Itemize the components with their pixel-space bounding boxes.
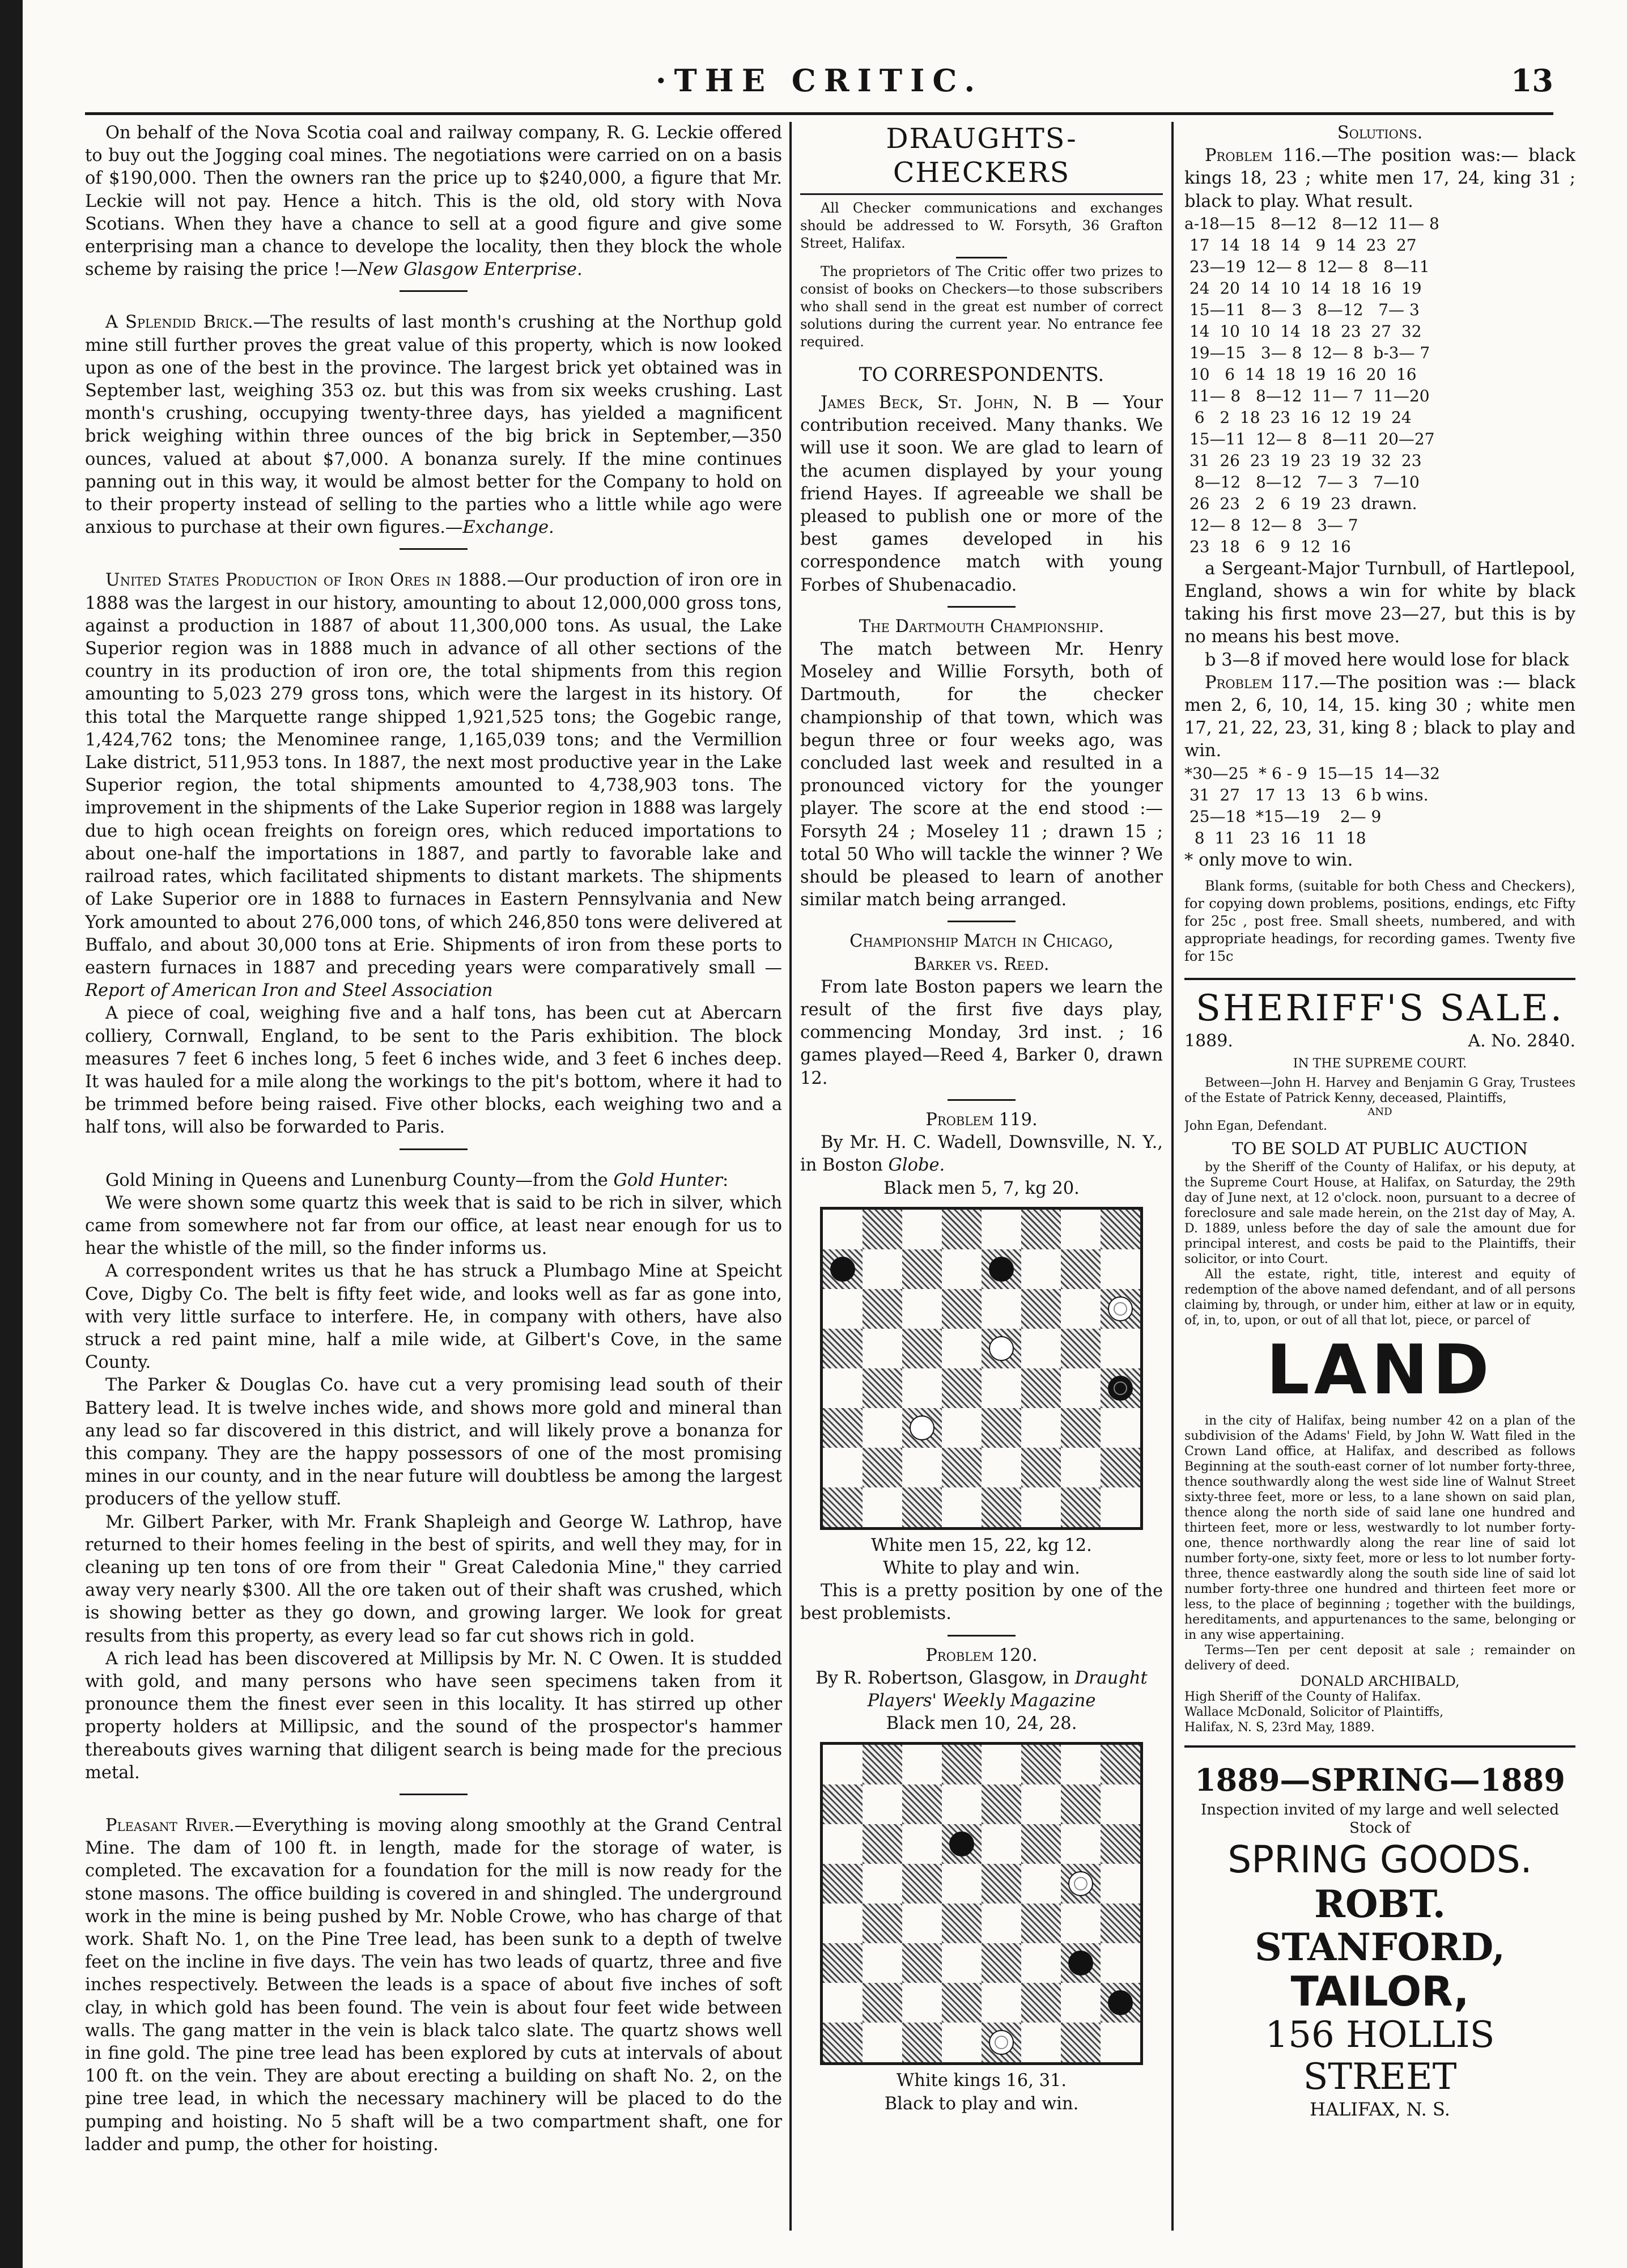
black-man-piece: [830, 1257, 855, 1282]
board-square: [823, 1784, 863, 1824]
problem-116-note-b: b 3—8 if moved here would lose for black: [1205, 650, 1569, 670]
board-square: [1021, 1983, 1061, 2023]
page-number: 13: [1510, 62, 1553, 99]
board-square: [942, 1249, 982, 1289]
column-mining-news: [85, 122, 782, 2214]
board-square: [823, 1745, 863, 1784]
column-solutions-ads: [1184, 122, 1575, 2231]
board-square: [863, 1745, 902, 1784]
black-man-piece: [1068, 1951, 1093, 1976]
board-square: [823, 1368, 863, 1408]
spring-header: 1889—SPRING—1889: [1195, 1762, 1565, 1799]
board-square: [942, 1329, 982, 1368]
ad-rule: [1184, 978, 1575, 980]
estate-description: All the estate, right, title, interest and equity of redemption of the above named defendant, and of all persons claiming by, through, or under him, either at law or in equity, of, in, to, upon, or out of all that lot, piece, or parcel of: [1184, 1267, 1575, 1328]
column-divider: [1171, 122, 1174, 2231]
board-square: [1061, 1904, 1101, 1943]
board-square: [823, 1864, 863, 1904]
board-square: [863, 1487, 902, 1527]
board-square: [1021, 1824, 1061, 1864]
board-square: [902, 1448, 942, 1487]
board-square: [982, 1448, 1021, 1487]
problem-120-byline: By R. Robertson, Glasgow, in Draught Players' Weekly Magazine: [815, 1668, 1148, 1711]
board-square: [902, 1329, 942, 1368]
board-square: [1061, 1745, 1101, 1784]
problem-119-byline: By Mr. H. C. Wadell, Downsville, N. Y., in Boston Globe.: [800, 1133, 1163, 1176]
problem-116-text: Problem 116.—The position was:— black kings 18, 23 ; white men 17, 24, king 31 ; black to play. What result.: [1184, 146, 1575, 211]
board-square: [1021, 1210, 1061, 1249]
dartmouth-heading: The Dartmouth Championship.: [859, 616, 1105, 637]
board-square: [823, 1824, 863, 1864]
board-square: [1021, 1368, 1061, 1408]
title-rule: [800, 193, 1163, 195]
board-square: [1061, 2023, 1101, 2062]
board-square: [902, 1983, 942, 2023]
ad-rule: [1184, 1745, 1575, 1748]
chicago-heading-1: Championship Match in Chicago,: [849, 931, 1114, 952]
board-square: [1061, 1368, 1101, 1408]
problem-120-heading: Problem 120.: [925, 1645, 1038, 1665]
board-square: [863, 1784, 902, 1824]
board-square: [863, 1289, 902, 1329]
column-divider: [789, 122, 792, 2231]
board-square: [902, 1249, 942, 1289]
board-square: [982, 1408, 1021, 1448]
white-man-piece: [910, 1415, 934, 1440]
dartmouth-text: The match between Mr. Henry Moseley and Willie Forsyth, both of Dartmouth, for the checker championship of that town, which was begun three or four weeks ago, was concluded last week and resulted in a pronounced victory for the younger player. The score at the end stood :— Forsyth 24 ; Moseley 11 ; drawn 15 ; total 50 Who will tackle the winner ? We should be pleased to learn of another similar match being arranged.: [800, 639, 1163, 910]
board-square: [1021, 1904, 1061, 1943]
board-square: [1101, 1448, 1140, 1487]
board-square: [863, 1983, 902, 2023]
article-separator: [948, 921, 1016, 922]
black-man-piece: [989, 1257, 1014, 1282]
chicago-text: From late Boston papers we learn the result of the first five days play, commencing Monday, 3rd inst. ; 16 games played—Reed 4, Barker 0, drawn 12.: [800, 977, 1163, 1088]
board-square: [823, 1329, 863, 1368]
problem-120-board: [820, 1742, 1143, 2065]
board-square: [942, 1289, 982, 1329]
board-square: [902, 2023, 942, 2062]
board-square: [1061, 1329, 1101, 1368]
problem-117-moves: *30—25 * 6 - 9 15—15 14—32 31 27 17 13 13 6 b wins. 25—18 *15—19 2— 9 8 11 23 16 11 18: [1184, 764, 1440, 847]
board-square: [1101, 1210, 1140, 1249]
white-king-piece: [989, 2030, 1014, 2055]
board-square: [942, 1943, 982, 1983]
board-square: [1061, 1210, 1101, 1249]
tailor-address: 156 HOLLIS STREET: [1265, 2014, 1495, 2099]
article-separator: [400, 1794, 468, 1795]
board-square: [1021, 1745, 1061, 1784]
white-man-piece: [989, 1336, 1014, 1361]
article-pleasant-river: Pleasant River.—Everything is moving along smoothly at the Grand Central Mine. The dam of 100 ft. in length, made for the storage of water, is completed. The excavation for a foundation for the mill is now ready for the stone masons. The office building is covered in and shingled. The underground work in the mine is being pushed by Mr. Noble Crowe, who has charge of that work. Shaft No. 1, on the Pine Tree lead, has been sunk to a depth of twelve feet on the incline in five days. The vein has two leads of quartz, three and five inches respectively. Between the leads is a space of about five inches of soft clay, in which gold has been found. The vein is about four feet wide between walls. The gang matter in the vein is black talco slate. The quartz shows well in fine gold. The pine tree lead has been explored by cuts at intervals of about 100 ft. on the vein. They are about erecting a building on shaft No. 2, on the pine tree lead, in which the necessary machinery will be placed to do the pumping and hoisting. No 5 shaft will be a two compartment shaft, one for ladder and pump, the other for hoisting.: [85, 1816, 782, 2155]
board-square: [1101, 1824, 1140, 1864]
board-square: [982, 1368, 1021, 1408]
article-iron-ores: United States Production of Iron Ores in 1888.—Our production of iron ore in 1888 was the largest in our history, amounting to about 12,000,000 gross tons, against a production in 1887 of about 11,300,000 tons. As usual, the Lake Superior region was in 1888 much in advance of all other sections of the country in its production of iron ore, the total shipments from this region amounting to 5,023 279 gross tons, which were the largest in its history. Of this total the Marquette range shipped 1,921,525 tons; the Gogebic range, 1,424,762 tons; the Menominee range, 1,165,039 tons; and the Vermillion Lake district, 511,953 tons. In 1887, the next most productive year in the Lake Superior region, the total shipments amounted to 4,738,903 tons. The improvement in the shipments of the Lake Superior region in 1888 was largely due to high ocean freights on foreign ores, which reduced importations to about one-half the importations in 1887, and partly to favorable lake and railroad rates, which facilitated shipments to distant markets. The shipments of Lake Superior ore in 1888 to furnaces in Eastern Pennsylvania and New York amounted to about 276,000 tons, of which 246,850 tons were delivered at Buffalo, and about 30,000 tons at Erie. Shipments of iron from these ports to eastern furnaces in 1887 and preceding years were comparatively small —Report of American Iron and Steel Association A piece of coal, weighing five and a half tons, has been cut at Abercarn colliery, Cornwall, England, to be sent to the Paris exhibition. The block measures 7 feet 6 inches long, 5 feet 6 inches wide, and 3 feet 6 inches deep. It was hauled for a mile along the workings to the pit's bottom, where it had to be trimmed before being raised. Five other blocks, each weighing two and a half tons, will also be forwarded to Paris.: [85, 570, 782, 1138]
board-square: [982, 1289, 1021, 1329]
black-king-piece: [1108, 1376, 1133, 1401]
correspondents-heading: TO CORRESPONDENTS.: [859, 363, 1105, 386]
board-square: [982, 1210, 1021, 1249]
tailor-title: TAILOR,: [1290, 1968, 1469, 2016]
board-square: [982, 1745, 1021, 1784]
board-square: [942, 1784, 982, 1824]
masthead-title: ·THE CRITIC.: [655, 62, 983, 99]
board-square: [902, 1784, 942, 1824]
chicago-heading-2: Barker vs. Reed.: [914, 954, 1050, 974]
board-square: [823, 1289, 863, 1329]
problem-120-instruction: Black to play and win.: [884, 2093, 1079, 2114]
board-square: [1101, 1249, 1140, 1289]
board-square: [1021, 1408, 1061, 1448]
board-square: [1021, 1943, 1061, 1983]
black-man-piece: [949, 1832, 974, 1856]
board-square: [1101, 1943, 1140, 1983]
white-king-piece: [1068, 1871, 1093, 1896]
article-separator: [948, 1635, 1016, 1637]
blank-forms-notice: Blank forms, (suitable for both Chess and Checkers), for copying down problems, positions, endings, etc Fifty for 25c , post free. Small sheets, numbered, and with appropriate headings, for recording games. Twenty five for 15c: [1184, 877, 1575, 964]
board-square: [942, 1408, 982, 1448]
problem-119-white: White men 15, 22, kg 12.: [871, 1535, 1092, 1555]
board-square: [1061, 1784, 1101, 1824]
problem-119-heading: Problem 119.: [925, 1109, 1038, 1130]
board-square: [1061, 1289, 1101, 1329]
article-separator: [948, 1099, 1016, 1101]
problem-116-moves: a-18—15 8—12 8—12 11— 8 17 14 18 14 9 14 23 27 23—19 12— 8 12— 8 8—11 24 20 14 10 14 18 16 19 15—11 8— 3 8—12 7— 3 14 10 10 14 18 23 27 32 19—15 3— 8 12— 8 b-3— 7 10 6 14 18 19 16 20 16 11— 8 8—12 11— 7 11—20 6 2 18 23 16 12 19 24 15—11 12— 8 8—11 20—27 31 26 23 19 23 19 32 23 8—12 8—12 7— 3 7—10 26 23 2 6 19 23 drawn. 12— 8 12— 8 3— 7 23 18 6 9 12 16: [1184, 214, 1439, 556]
board-square: [982, 1904, 1021, 1943]
tailor-city: HALIFAX, N. S.: [1310, 2099, 1450, 2121]
board-square: [1021, 1329, 1061, 1368]
article-separator: [948, 606, 1016, 608]
board-square: [982, 1943, 1021, 1983]
board-square: [982, 1784, 1021, 1824]
board-square: [1101, 1784, 1140, 1824]
board-square: [982, 1864, 1021, 1904]
board-square: [823, 1904, 863, 1943]
board-square: [982, 1824, 1021, 1864]
white-king-piece: [1108, 1296, 1133, 1321]
board-square: [902, 1864, 942, 1904]
sheriff-name: DONALD ARCHIBALD,: [1300, 1673, 1460, 1690]
board-square: [1021, 1289, 1061, 1329]
board-square: [823, 1983, 863, 2023]
board-square: [982, 1487, 1021, 1527]
board-square: [942, 1864, 982, 1904]
board-square: [823, 1943, 863, 1983]
board-square: [942, 2023, 982, 2062]
plaintiffs-solicitor: Wallace McDonald, Solicitor of Plaintiffs,: [1184, 1705, 1444, 1720]
solutions-heading: Solutions.: [1337, 123, 1423, 143]
column-draughts: [800, 122, 1163, 2231]
board-square: [863, 1210, 902, 1249]
board-square: [863, 1824, 902, 1864]
board-square: [982, 1983, 1021, 2023]
board-square: [1101, 2023, 1140, 2062]
header-rule: [85, 112, 1553, 115]
board-square: [863, 1448, 902, 1487]
board-square: [1101, 1329, 1140, 1368]
article-separator: [956, 257, 1007, 258]
problem-119-instruction: White to play and win.: [883, 1558, 1080, 1578]
board-square: [863, 1368, 902, 1408]
sale-terms: Terms—Ten per cent deposit at sale ; remainder on delivery of deed.: [1184, 1643, 1575, 1673]
board-square: [902, 1943, 942, 1983]
parties-and: AND: [1367, 1106, 1392, 1118]
draughts-title: DRAUGHTS-CHECKERS: [886, 122, 1077, 189]
article-splendid-brick: A Splendid Brick.—The results of last month's crushing at the Northup gold mine still further proves the great value of this property, which is now looked upon as one of the best in the province. The largest brick yet obtained was in September last, weighing 353 oz. but this was from six weeks crushing. Last month's crushing, occupying twenty-three days, has yielded a magnificent brick weighing within three ounces of the big brick in September,—350 ounces, valued at about $7,000. A bonanza surely. If the mine continues panning out in this way, it would be almost better for the Company to hold on to their property instead of selling to the parties who a little while ago were anxious to purchase at their own figures.—Exchange.: [85, 312, 782, 538]
board-square: [942, 1487, 982, 1527]
board-square: [902, 1824, 942, 1864]
notice-date: Halifax, N. S, 23rd May, 1889.: [1184, 1720, 1375, 1735]
board-square: [823, 2023, 863, 2062]
inspection-invite: Inspection invited of my large and well selected Stock of: [1200, 1801, 1560, 1837]
board-square: [1061, 1983, 1101, 2023]
board-square: [1101, 1408, 1140, 1448]
board-square: [863, 1904, 902, 1943]
board-square: [1061, 1487, 1101, 1527]
page-binding-edge: [0, 0, 23, 2268]
sheriffs-sale-ref: 1889. A. No. 2840.: [1184, 1031, 1575, 1051]
board-square: [942, 1904, 982, 1943]
board-square: [823, 1210, 863, 1249]
problem-120-white: White kings 16, 31.: [896, 2071, 1067, 2091]
board-square: [942, 1210, 982, 1249]
black-man-piece: [1108, 1990, 1133, 2015]
board-square: [1101, 1745, 1140, 1784]
board-square: [902, 1210, 942, 1249]
problem-119-black: Black men 5, 7, kg 20.: [883, 1178, 1080, 1198]
problem-119-note: This is a pretty position by one of the best problemists.: [800, 1581, 1163, 1624]
board-square: [863, 1329, 902, 1368]
board-square: [863, 1943, 902, 1983]
board-square: [1061, 1408, 1101, 1448]
parties-plaintiffs: Between—John H. Harvey and Benjamin G Gray, Trustees of the Estate of Patrick Kenny, deceased, Plaintiffs,: [1184, 1076, 1575, 1106]
board-square: [1061, 1249, 1101, 1289]
sheriff-role: High Sheriff of the County of Halifax.: [1184, 1690, 1421, 1705]
board-square: [1061, 1824, 1101, 1864]
board-square: [902, 1487, 942, 1527]
board-square: [823, 1487, 863, 1527]
correspondents-text: James Beck, St. John, N. B — Your contribution received. Many thanks. We will use it soon. We are glad to learn of the acumen displayed by your young friend Hayes. If agreeable we shall be pleased to publish one or more of the best games developed in his correspondence match with young Forbes of Shubenacadio.: [800, 393, 1163, 595]
board-square: [902, 1904, 942, 1943]
board-square: [863, 1249, 902, 1289]
problem-117-text: Problem 117.—The position was :— black men 2, 6, 10, 14, 15. king 30 ; white men 17, 21, 22, 23, 31, king 8 ; black to play and win.: [1184, 672, 1575, 761]
problem-116-note-a: a Sergeant-Major Turnbull, of Hartlepool, England, shows a win for white by black taking his first move 23—27, but this is by no means his best move.: [1184, 558, 1575, 647]
board-square: [942, 1983, 982, 2023]
board-square: [1101, 1864, 1140, 1904]
board-square: [1021, 1864, 1061, 1904]
article-separator: [400, 290, 468, 292]
spring-goods: SPRING GOODS.: [1227, 1838, 1532, 1882]
auction-heading: TO BE SOLD AT PUBLIC AUCTION: [1232, 1139, 1528, 1159]
board-square: [902, 1745, 942, 1784]
problem-117-footnote: * only move to win.: [1184, 850, 1353, 870]
court-name: IN THE SUPREME COURT.: [1293, 1057, 1467, 1071]
board-square: [863, 1864, 902, 1904]
board-square: [863, 1408, 902, 1448]
land-description: in the city of Halifax, being number 42 on a plan of the subdivision of the Adams' Field, by John W. Watt filed in the Crown Land office, at Halifax, and described as follows Beginning at the south-east corner of lot number forty-three, thence southwardly along the west side line of Walnut Street sixty-three feet, more or less, to a lane shown on said plan, thence along the north side of said lane one hundred and thirteen feet, more or less, westwardly to lot number forty-one, thence northwardly along the rear line of said lot number forty-one, sixty feet, more or less to lot number forty-three, thence eastwardly along the south side line of said lot number forty-three one hundred and thirteen feet more or less, to the place of beginning ; together with the buildings, hereditaments, and appurtenances to the same, belonging or in any wise appertaining.: [1184, 1414, 1575, 1643]
land-heading: LAND: [1266, 1331, 1494, 1410]
board-square: [942, 1745, 982, 1784]
page-header: [85, 62, 1553, 113]
board-square: [902, 1289, 942, 1329]
article-jogging-coal: On behalf of the Nova Scotia coal and railway company, R. G. Leckie offered to buy out the Jogging coal mines. The negotiations were carried on on a basis of $190,000. Then the owners ran the price up to $240,000, a figure that Mr. Leckie will not pay. Hence a hitch. This is the old, old story with Nova Scotians. When they have a chance to sell at a good figure and give some enterprising man a chance to develope the locality, then they block the whole scheme by raising the price !—New Glasgow Enterprise.: [85, 123, 782, 280]
auction-terms: by the Sheriff of the County of Halifax, or his deputy, at the Supreme Court House, at Halifax, on Saturday, the 29th day of June next, at 12 o'clock. noon, pursuant to a decree of foreclosure and sale made herein, on the 21st day of May, A. D. 1889, unless before the day of sale the amount due for principal interest, and costs be paid to the Plaintiffs, their solicitor, or into Court.: [1184, 1160, 1575, 1267]
article-separator: [400, 1148, 468, 1150]
problem-120-black: Black men 10, 24, 28.: [886, 1714, 1077, 1734]
board-square: [863, 2023, 902, 2062]
parties-defendant: John Egan, Defendant.: [1184, 1119, 1328, 1134]
prizes-notice: The proprietors of The Critic offer two prizes to consist of books on Checkers—to those subscribers who shall send in the great est number of correct solutions during the current year. No entrance fee required.: [800, 264, 1163, 350]
article-gold-mining-queens: Gold Mining in Queens and Lunenburg County—from the Gold Hunter: We were shown some quartz this week that is said to be rich in silver, which came from somewhere not far from our office, at least near enough for us to hear the whistle of the mill, so the finder informs us. A correspondent writes us that he has struck a Plumbago Mine at Speicht Cove, Digby Co. The belt is fifty feet wide, and looks well as far as gone into, with very little surface to interfere. He, in company with others, have also struck a red paint mine, half a mile wide, at Gilbert's Cove, in the same County. The Parker & Douglas Co. have cut a very promising lead south of their Battery lead. It is twelve inches wide, and shows more gold and mineral than any lead so far discovered in this district, and will likely prove a bonanza for this company. They are the happy possessors of one of the most promising mines in our county, and in the near future will doubtless be among the largest producers of the yellow stuff. Mr. Gilbert Parker, with Mr. Frank Shapleigh and George W. Lathrop, have returned to their homes feeling in the best of spirits, and well they may, for in cleaning up ten tons of ore from their " Great Caledonia Mine," they carried away very nearly $300. All the ore taken out of their shaft was crushed, which is showing better as they go down, and growing larger. We look for great results from this property, as every lead so far cut shows rich in gold. A rich lead has been discovered at Millipsis by Mr. N. C Owen. It is studded with gold, and many persons who have seen specimens taken from it pronounce them the finest ever seen in this locality. It has stirred up other property holders at Millipsic, and the sound of the prospector's hammer thereabouts gives warning that diligent search is being made for the precious metal.: [85, 1170, 782, 1783]
board-square: [1101, 1904, 1140, 1943]
board-square: [1021, 1448, 1061, 1487]
board-square: [1021, 2023, 1061, 2062]
board-square: [902, 1368, 942, 1408]
board-square: [942, 1448, 982, 1487]
board-square: [1101, 1487, 1140, 1527]
board-square: [1021, 1249, 1061, 1289]
board-square: [942, 1368, 982, 1408]
article-separator: [400, 548, 468, 550]
sheriffs-sale-title: SHERIFF'S SALE.: [1195, 987, 1565, 1029]
board-square: [823, 1408, 863, 1448]
board-square: [1021, 1784, 1061, 1824]
board-square: [1061, 1448, 1101, 1487]
checker-address-notice: All Checker communications and exchanges should be addressed to W. Forsyth, 36 Grafton Street, Halifax.: [800, 200, 1163, 251]
tailor-name: ROBT. STANFORD,: [1255, 1882, 1505, 1970]
board-square: [823, 1448, 863, 1487]
board-square: [1021, 1487, 1061, 1527]
problem-119-board: [820, 1207, 1143, 1530]
